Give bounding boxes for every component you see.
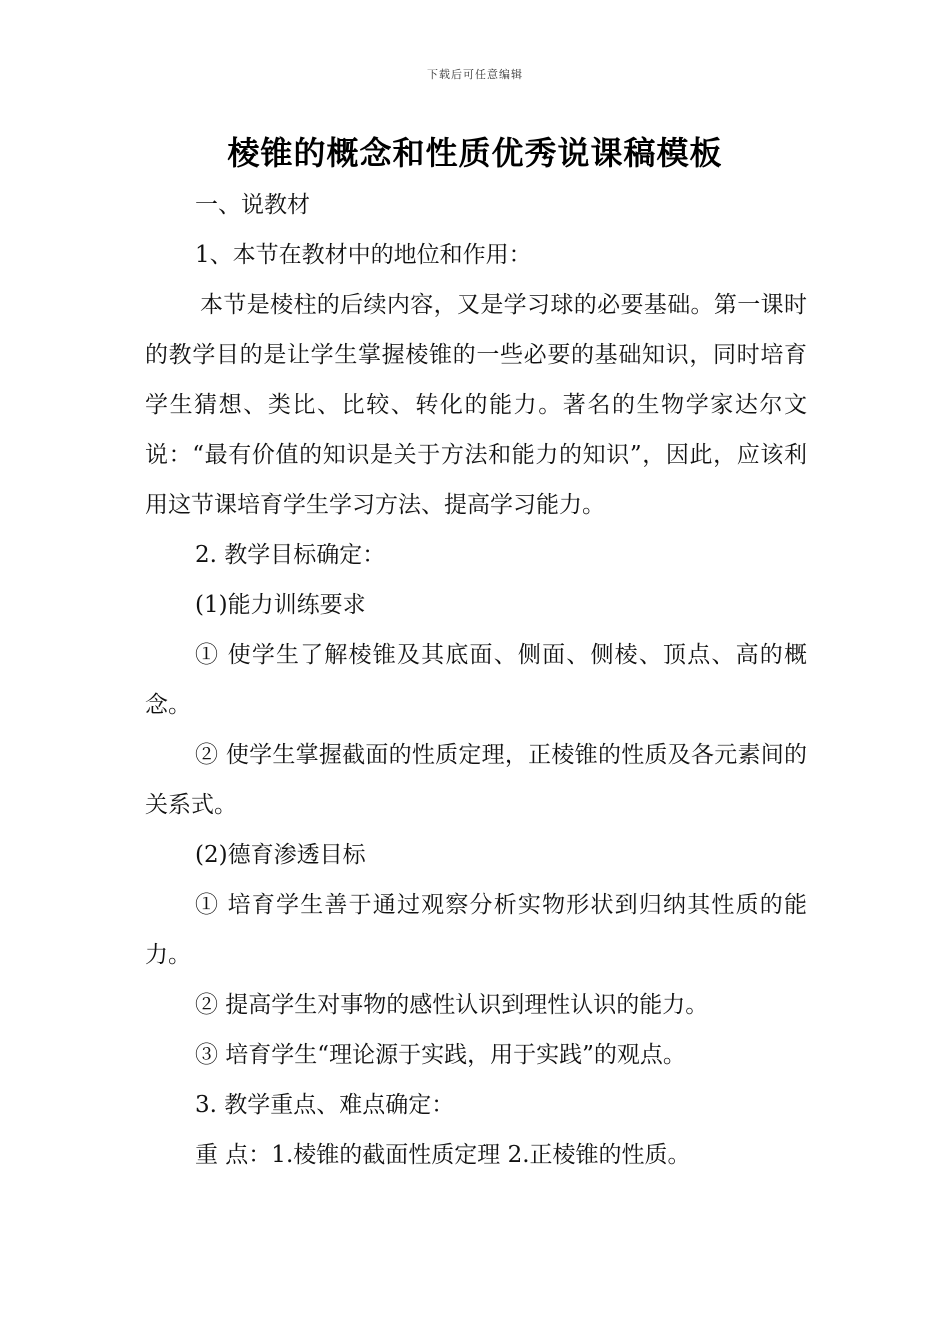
document-title: 棱锥的概念和性质优秀说课稿模板 [227,134,723,172]
key-points: 重 点：1.棱锥的截面性质定理 2.正棱锥的性质。 [195,1142,691,1168]
subsection-heading: 1、本节在教材中的地位和作用： [195,242,532,268]
list-item: ① 培育学生善于通过观察分析实物形状到归纳其性质的能力。 [145,892,807,968]
subsection-heading: 3. 教学重点、难点确定： [195,1092,455,1118]
list-item: ② 使学生掌握截面的性质定理，正棱锥的性质及各元素间的关系式。 [145,742,807,818]
section-heading: 一、说教材 [195,192,310,218]
subsection-heading: 2. 教学目标确定： [195,542,386,568]
list-heading: (1)能力训练要求 [195,592,366,618]
list-item: ① 使学生了解棱锥及其底面、侧面、侧棱、顶点、高的概念。 [145,642,807,718]
list-item: ③ 培育学生“理论源于实践，用于实践”的观点。 [195,1042,686,1068]
document-body [145,180,807,1180]
list-item: ② 提高学生对事物的感性认识到理性认识的能力。 [195,992,709,1018]
list-heading: (2)德育渗透目标 [195,842,366,868]
body-paragraph: 本节是棱柱的后续内容，又是学习球的必要基础。第一课时的教学目的是让学生掌握棱锥的一些必要的基础知识，同时培育学生猜想、类比、比较、转化的能力。著名的生物学家达尔文说：“最有价值的知识是关于方法和能力的知识”，因此，应该利用这节课培育学生学习方法、提高学习能力。 [145,292,807,518]
header-note: 下载后可任意编辑 [427,68,523,81]
